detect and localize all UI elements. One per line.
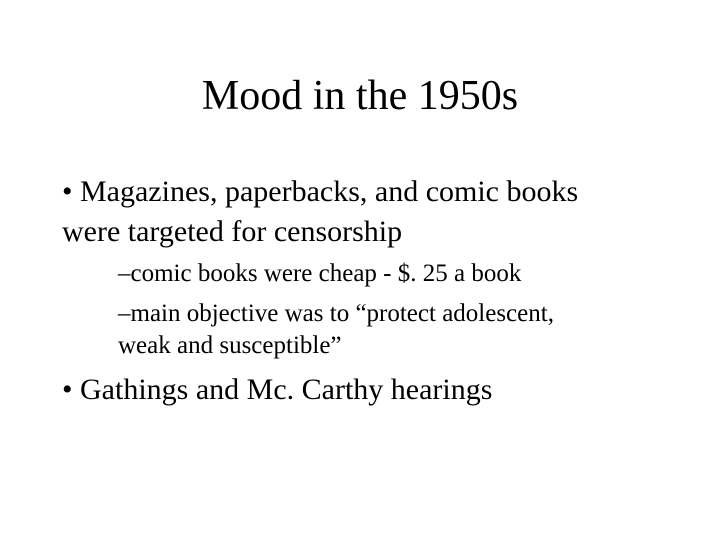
sub-bullet-line: weak and susceptible”: [118, 332, 342, 359]
bullet-censorship: [62, 172, 578, 252]
slide-title: Mood in the 1950s: [201, 73, 519, 119]
sub-bullet-line: –comic books were cheap - $. 25 a book: [118, 260, 522, 287]
sub-bullet-cheap: [118, 258, 521, 290]
sub-bullet-objective: [118, 298, 554, 362]
bullet-line: • Magazines, paperbacks, and comic books: [62, 175, 579, 208]
bullet-line: • Gathings and Mc. Carthy hearings: [62, 373, 493, 406]
sub-bullet-line: –main objective was to “protect adolescent,: [118, 300, 554, 327]
bullet-hearings: [62, 370, 492, 410]
bullet-line: were targeted for censorship: [62, 215, 403, 248]
